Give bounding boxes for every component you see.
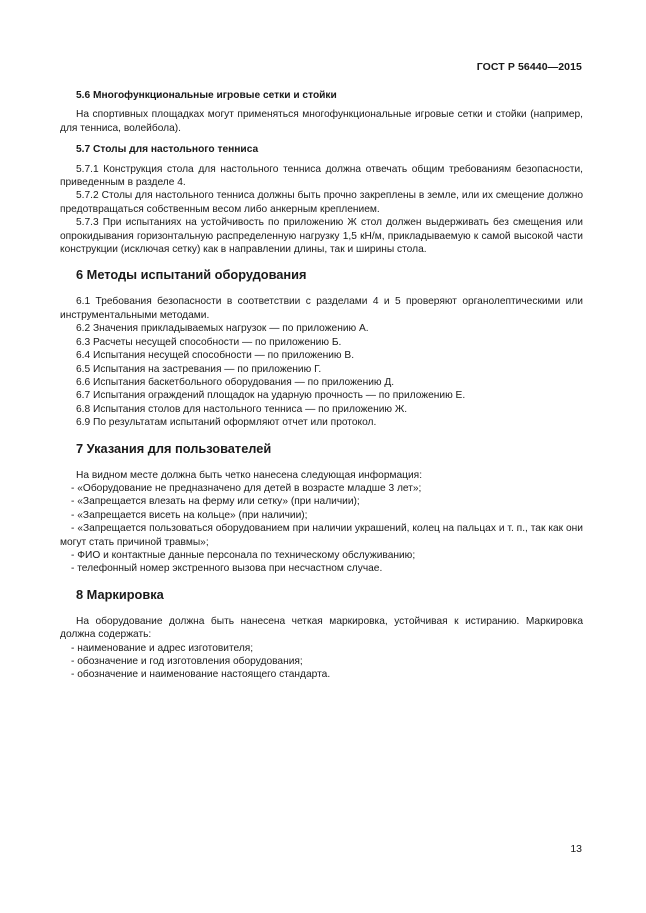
page-content bbox=[60, 89, 583, 682]
list-item bbox=[60, 668, 583, 681]
section-5-6-text: На спортивных площадках могут применяться многофункциональные игровые сетки и стойки (например, для тенниса, волейбола). bbox=[60, 109, 583, 134]
clause-6-8: 6.8 Испытания столов для настольного тенниса — по приложению Ж. bbox=[76, 403, 408, 415]
clause-6-6: 6.6 Испытания баскетбольного оборудования — по приложению Д. bbox=[76, 376, 395, 388]
section-7-intro: На видном месте должна быть четко нанесена следующая информация: bbox=[76, 469, 423, 481]
list-item-text: телефонный номер экстренного вызова при несчастном случае. bbox=[77, 563, 383, 575]
clause-6-2: 6.2 Значения прикладываемых нагрузок — по приложению А. bbox=[76, 323, 369, 335]
bullet-dash: - bbox=[71, 656, 75, 667]
section-5-7-title: 5.7 Столы для настольного тенниса bbox=[76, 144, 259, 156]
clause-6-4: 6.4 Испытания несущей способности — по приложению В. bbox=[76, 350, 355, 362]
clause-6-9: 6.9 По результатам испытаний оформляют отчет или протокол. bbox=[76, 417, 377, 429]
bullet-dash: - bbox=[71, 669, 75, 681]
list-item bbox=[60, 522, 583, 549]
list-item bbox=[60, 495, 583, 508]
list-item-text: обозначение и год изготовления оборудования; bbox=[77, 656, 303, 667]
bullet-dash: - bbox=[71, 482, 75, 494]
clause-6-7: 6.7 Испытания ограждений площадок на ударную прочность — по приложению Е. bbox=[76, 390, 466, 402]
list-item-text: «Запрещается влезать на ферму или сетку» (при наличии); bbox=[77, 496, 360, 508]
clause-5-7-1: 5.7.1 Конструкция стола для настольного тенниса должна отвечать общим требованиям безопасности, приведенным в разделе 4. bbox=[60, 163, 583, 189]
clause-5-7-2: 5.7.2 Столы для настольного тенниса должны быть прочно закреплены в земле, или их смещение должно предотвращаться собственным весом либо анкерным креплением. bbox=[60, 190, 583, 215]
section-6-heading: 6 Методы испытаний оборудования bbox=[76, 267, 307, 283]
list-item bbox=[60, 562, 583, 575]
list-item-text: ФИО и контактные данные персонала по техническому обслуживанию; bbox=[77, 549, 416, 561]
bullet-dash: - bbox=[71, 523, 75, 535]
standard-header: ГОСТ Р 56440—2015 bbox=[476, 61, 582, 73]
list-item bbox=[60, 655, 583, 668]
list-item-text: «Оборудование не предназначено для детей в возрасте младше 3 лет»; bbox=[77, 482, 422, 494]
list-item bbox=[60, 642, 583, 655]
clause-6-3: 6.3 Расчеты несущей способности — по приложению Б. bbox=[76, 336, 342, 348]
bullet-dash: - bbox=[71, 549, 75, 561]
list-item-text: «Запрещается висеть на кольце» (при наличии); bbox=[77, 509, 308, 521]
bullet-dash: - bbox=[71, 496, 75, 508]
list-item bbox=[60, 549, 583, 562]
section-8-heading: 8 Маркировка bbox=[76, 586, 164, 602]
clause-6-5: 6.5 Испытания на застревания — по приложению Г. bbox=[76, 363, 322, 375]
list-item bbox=[60, 482, 583, 495]
section-8-intro: На оборудование должна быть нанесена четкая маркировка, устойчивая к истиранию. Маркировка должна содержать: bbox=[60, 615, 583, 641]
clause-6-1: 6.1 Требования безопасности в соответствии с разделами 4 и 5 проверяют органолептическими или инструментальными методами. bbox=[60, 296, 583, 321]
section-7-heading: 7 Указания для пользователей bbox=[76, 440, 272, 456]
list-item-text: «Запрещается пользоваться оборудованием при наличии украшений, колец на пальцах и т. п., так как они могут стать причиной травмы»; bbox=[60, 523, 583, 548]
section-5-6-title: 5.6 Многофункциональные игровые сетки и стойки bbox=[76, 90, 337, 101]
list-item-text: наименование и адрес изготовителя; bbox=[77, 642, 254, 654]
bullet-dash: - bbox=[71, 642, 75, 654]
clause-5-7-3: 5.7.3 При испытаниях на устойчивость по приложению Ж стол должен выдерживать без смещения или опрокидывания горизонтальную распределенную нагрузку 1,5 кН/м, прикладываемую к самой высокой части конструкции (исключая сетку) как в направлении длины, так и ширины стола. bbox=[60, 217, 583, 256]
list-item-text: обозначение и наименование настоящего стандарта. bbox=[77, 669, 331, 681]
bullet-dash: - bbox=[71, 509, 75, 521]
bullet-dash: - bbox=[71, 563, 75, 575]
page-number: 13 bbox=[570, 843, 582, 855]
list-item bbox=[60, 509, 583, 522]
